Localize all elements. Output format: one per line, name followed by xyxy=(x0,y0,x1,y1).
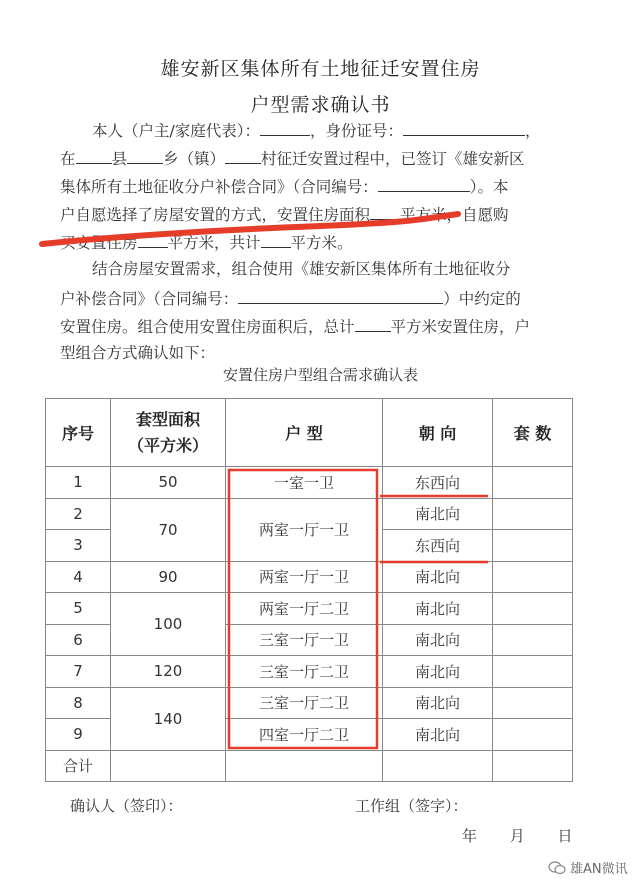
workgroup-signature-label: 工作组（签字）： xyxy=(355,797,468,815)
text-segment: ）中约定的 xyxy=(443,290,521,308)
cell-no: 8 xyxy=(46,687,111,719)
cell-empty xyxy=(226,750,383,782)
cell-total-label: 合计 xyxy=(46,750,111,782)
blank-county xyxy=(76,143,112,164)
blank-contract-no xyxy=(378,171,470,192)
wechat-icon xyxy=(548,861,566,875)
paragraph2-line3 xyxy=(60,311,560,339)
text-segment: 买安置住房 xyxy=(60,234,138,252)
table-total-row xyxy=(46,750,573,782)
cell-count xyxy=(493,498,573,530)
blank-purchase-area xyxy=(138,227,168,248)
text-segment: 平方米安置住房，户 xyxy=(390,318,531,336)
cell-count xyxy=(493,561,573,593)
cell-type: 三室一厅一卫 xyxy=(226,624,383,656)
paragraph1-line5 xyxy=(60,227,560,255)
cell-orientation: 南北向 xyxy=(383,593,493,625)
cell-orientation: 南北向 xyxy=(383,719,493,751)
watermark-text: 雄AN微讯 xyxy=(570,862,628,877)
blank-total-sum xyxy=(355,311,391,332)
header-area xyxy=(111,399,226,467)
document-title-line1: 雄安新区集体所有土地征迁安置住房 xyxy=(160,58,481,80)
cell-type: 三室一厅二卫 xyxy=(226,656,383,688)
text-segment: 平方米，共计 xyxy=(167,234,261,252)
cell-count xyxy=(493,530,573,562)
cell-count xyxy=(493,467,573,499)
text-segment: 平方米。 xyxy=(290,234,353,252)
cell-empty xyxy=(111,750,226,782)
text-segment: 安置住房。组合使用安置住房面积后，总计 xyxy=(60,318,355,336)
cell-empty xyxy=(383,750,493,782)
cell-area: 120 xyxy=(111,656,226,688)
cell-count xyxy=(493,656,573,688)
date-label: 年 月 日 xyxy=(462,827,573,845)
header-area-line1: 套型面积 xyxy=(135,409,200,429)
cell-type: 两室一厅二卫 xyxy=(226,593,383,625)
table-row xyxy=(46,561,573,593)
paragraph1-line1 xyxy=(60,115,560,143)
table-header-row xyxy=(46,399,573,467)
paragraph2-line2 xyxy=(60,283,560,311)
text-segment: 县 xyxy=(111,150,128,168)
header-no: 序号 xyxy=(46,399,111,467)
cell-orientation: 南北向 xyxy=(383,687,493,719)
cell-type: 一室一卫 xyxy=(226,467,383,499)
paragraph1-line2 xyxy=(60,143,560,171)
text-segment: 乡（镇） xyxy=(163,150,226,168)
cell-no: 5 xyxy=(46,593,111,625)
cell-type: 三室一厅二卫 xyxy=(226,687,383,719)
text-segment: 户自愿选择了房屋安置的方式，安置住房面积 xyxy=(60,206,371,224)
table-row xyxy=(46,467,573,499)
text-segment: ，身份证号： xyxy=(309,122,403,140)
blank-township xyxy=(127,143,163,164)
watermark xyxy=(548,858,628,877)
text-segment: ）。本 xyxy=(469,178,509,196)
cell-orientation: 东西向 xyxy=(383,530,493,562)
cell-count xyxy=(493,624,573,656)
cell-no: 2 xyxy=(46,498,111,530)
header-count: 套 数 xyxy=(493,399,573,467)
header-orientation: 朝 向 xyxy=(383,399,493,467)
cell-area: 70 xyxy=(111,498,226,561)
cell-count xyxy=(493,593,573,625)
cell-orientation: 南北向 xyxy=(383,656,493,688)
blank-village xyxy=(225,143,261,164)
cell-type: 两室一厅一卫 xyxy=(226,561,383,593)
text-segment: 集体所有土地征收分户补偿合同》（合同编号： xyxy=(60,178,378,196)
cell-type: 四室一厅二卫 xyxy=(226,719,383,751)
cell-area: 100 xyxy=(111,593,226,656)
text-segment: 村征迁安置过程中，已签订《雄安新区 xyxy=(261,150,525,168)
cell-no: 7 xyxy=(46,656,111,688)
cell-type: 两室一厅一卫 xyxy=(226,498,383,561)
cell-area: 50 xyxy=(111,467,226,499)
cell-count xyxy=(493,687,573,719)
cell-no: 4 xyxy=(46,561,111,593)
text-segment: 平方米，自愿购 xyxy=(400,206,509,224)
blank-contract-no-2 xyxy=(238,283,443,304)
header-area-line2: （平方米） xyxy=(127,435,208,455)
cell-area: 90 xyxy=(111,561,226,593)
table-row xyxy=(46,656,573,688)
cell-orientation: 南北向 xyxy=(383,561,493,593)
table-row xyxy=(46,498,573,530)
cell-orientation: 南北向 xyxy=(383,624,493,656)
confirmer-signature-label: 确认人（签印）： xyxy=(70,797,183,815)
cell-no: 6 xyxy=(46,624,111,656)
blank-total-area xyxy=(261,227,291,248)
cell-no: 1 xyxy=(46,467,111,499)
cell-area: 140 xyxy=(111,687,226,750)
paragraph1-line4 xyxy=(60,199,560,227)
paragraph1-line3 xyxy=(60,171,560,199)
text-segment: 在 xyxy=(60,150,76,168)
table-title: 安置住房户型组合需求确认表 xyxy=(222,366,418,384)
table-row xyxy=(46,593,573,625)
housing-type-table xyxy=(45,398,573,782)
cell-orientation: 南北向 xyxy=(383,498,493,530)
text-segment: 结合房屋安置需求，组合使用《雄安新区集体所有土地征收分 xyxy=(92,260,511,278)
text-segment: ， xyxy=(525,122,541,140)
blank-id-number xyxy=(403,115,525,136)
header-type: 户 型 xyxy=(226,399,383,467)
cell-empty xyxy=(493,750,573,782)
blank-name xyxy=(260,115,310,136)
text-segment: 本人（户主/家庭代表）： xyxy=(92,122,260,140)
blank-housing-area xyxy=(370,199,400,220)
text-segment: 型组合方式确认如下： xyxy=(60,344,216,362)
paragraph2-line4 xyxy=(60,339,560,367)
paragraph2-line1 xyxy=(60,255,560,283)
text-segment: 户补偿合同》（合同编号： xyxy=(60,290,239,308)
table-row xyxy=(46,687,573,719)
cell-count xyxy=(493,719,573,751)
cell-orientation: 东西向 xyxy=(383,467,493,499)
document-title-line2: 户型需求确认书 xyxy=(250,94,391,116)
cell-no: 3 xyxy=(46,530,111,562)
cell-no: 9 xyxy=(46,719,111,751)
